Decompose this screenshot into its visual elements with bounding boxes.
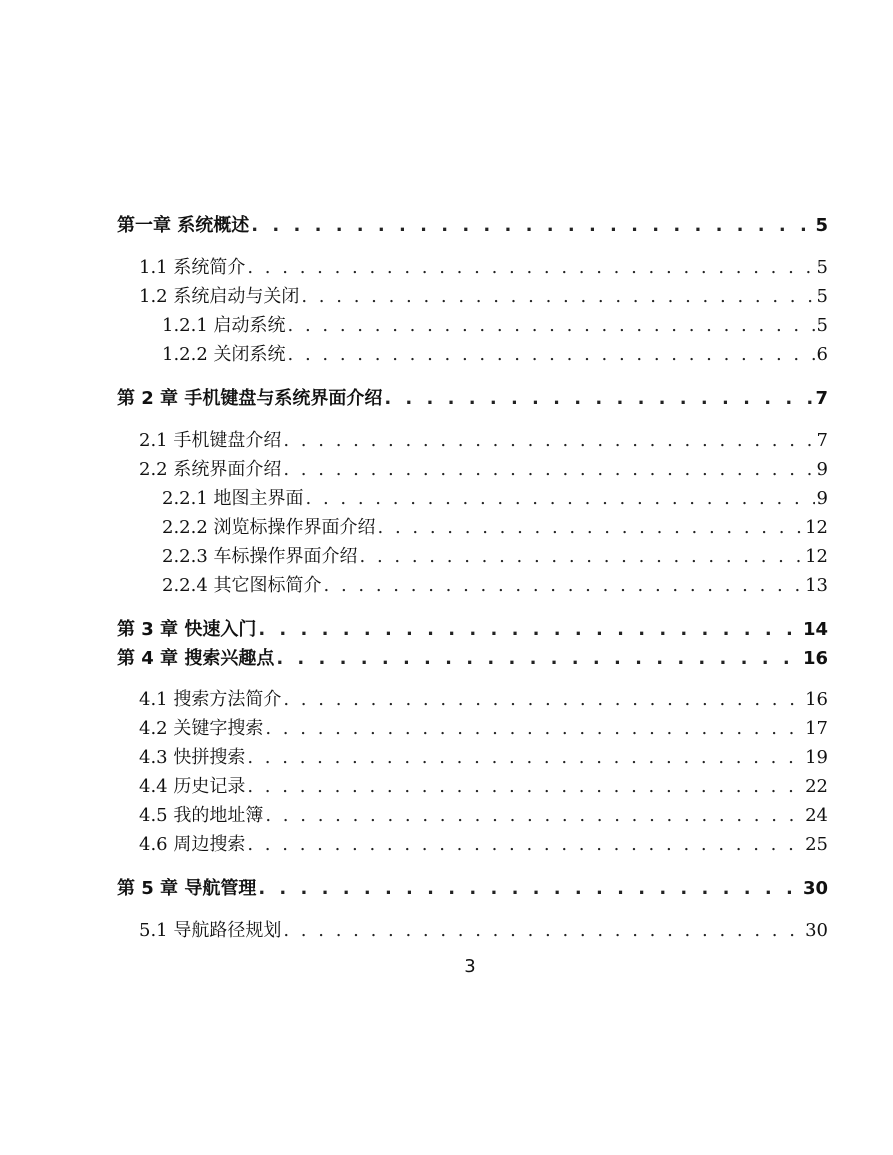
toc-entry-title: 4.4 历史记录 xyxy=(139,776,246,797)
toc-entry-title: 1.2.1 启动系统 xyxy=(162,315,286,336)
dot-leader xyxy=(384,387,813,411)
toc-entry-page: 9 xyxy=(816,488,828,509)
toc-entry-5-1[interactable] xyxy=(117,919,828,943)
toc-entry-title: 2.2.4 其它图标简介 xyxy=(162,575,322,596)
dot-leader xyxy=(301,285,814,309)
toc-entry-page: 24 xyxy=(805,805,828,826)
toc-entry-page: 12 xyxy=(805,546,828,567)
dot-leader xyxy=(251,214,813,238)
toc-entry-2-2-4[interactable] xyxy=(117,574,828,598)
toc-entry-1-2[interactable] xyxy=(117,285,828,309)
toc-entry-chapter-3[interactable] xyxy=(117,618,828,642)
toc-entry-page: 6 xyxy=(816,344,828,365)
toc-entry-page: 7 xyxy=(816,430,828,451)
toc-entry-1-2-1[interactable] xyxy=(117,314,828,338)
toc-entry-4-5[interactable] xyxy=(117,804,828,828)
toc-entry-page: 16 xyxy=(805,689,828,710)
toc-entry-page: 22 xyxy=(805,776,828,797)
toc-entry-title: 2.1 手机键盘介绍 xyxy=(139,430,282,451)
toc-entry-title: 2.2 系统界面介绍 xyxy=(139,459,282,480)
toc-entry-chapter-2[interactable] xyxy=(117,387,828,411)
toc-entry-4-6[interactable] xyxy=(117,833,828,857)
toc-entry-1-1[interactable] xyxy=(117,256,828,280)
toc-entry-page: 12 xyxy=(805,517,828,538)
toc-entry-page: 14 xyxy=(802,619,828,640)
toc-entry-1-2-2[interactable] xyxy=(117,343,828,367)
toc-entry-title: 第 2 章 手机键盘与系统界面介绍 xyxy=(117,388,383,409)
toc-entry-title: 第 4 章 搜索兴趣点 xyxy=(117,648,275,669)
toc-entry-chapter-4[interactable] xyxy=(117,647,828,671)
toc-entry-title: 2.2.2 浏览标操作界面介绍 xyxy=(162,517,376,538)
dot-leader xyxy=(360,545,804,569)
toc-entry-4-4[interactable] xyxy=(117,775,828,799)
dot-leader xyxy=(283,429,814,453)
dot-leader xyxy=(247,256,814,280)
toc-entry-page: 17 xyxy=(805,718,828,739)
toc-entry-page: 30 xyxy=(802,878,828,899)
page-number: 3 xyxy=(464,956,476,977)
toc-entry-title: 2.2.1 地图主界面 xyxy=(162,488,304,509)
dot-leader xyxy=(288,314,815,338)
dot-leader xyxy=(324,574,804,598)
toc-entry-page: 5 xyxy=(816,257,828,278)
toc-entry-title: 第一章 系统概述 xyxy=(117,215,250,236)
dot-leader xyxy=(276,647,801,671)
toc-entry-page: 16 xyxy=(802,648,828,669)
dot-leader xyxy=(283,688,803,712)
toc-entry-title: 2.2.3 车标操作界面介绍 xyxy=(162,546,358,567)
dot-leader xyxy=(283,919,803,943)
dot-leader xyxy=(265,804,803,828)
toc-entry-page: 5 xyxy=(816,315,828,336)
toc-entry-title: 4.3 快拼搜索 xyxy=(139,747,246,768)
toc-entry-title: 4.1 搜索方法简介 xyxy=(139,689,282,710)
toc-entry-page: 9 xyxy=(816,459,828,480)
toc-entry-page: 19 xyxy=(805,747,828,768)
toc-entry-title: 4.5 我的地址簿 xyxy=(139,805,264,826)
toc-entry-page: 13 xyxy=(805,575,828,596)
dot-leader xyxy=(258,618,801,642)
dot-leader xyxy=(247,775,803,799)
dot-leader xyxy=(265,717,803,741)
toc-entry-4-2[interactable] xyxy=(117,717,828,741)
toc-entry-title: 1.2 系统启动与关闭 xyxy=(139,286,300,307)
dot-leader xyxy=(247,833,803,857)
toc-entry-chapter-5[interactable] xyxy=(117,877,828,901)
toc-entry-title: 1.2.2 关闭系统 xyxy=(162,344,286,365)
toc-entry-2-1[interactable] xyxy=(117,429,828,453)
toc-entry-title: 5.1 导航路径规划 xyxy=(139,920,282,941)
dot-leader xyxy=(288,343,815,367)
toc-entry-2-2[interactable] xyxy=(117,458,828,482)
toc-entry-page: 5 xyxy=(816,286,828,307)
dot-leader xyxy=(378,516,804,540)
toc-entry-chapter-1[interactable] xyxy=(117,214,828,238)
toc-entry-page: 25 xyxy=(805,834,828,855)
toc-entry-page: 30 xyxy=(805,920,828,941)
toc-entry-title: 1.1 系统简介 xyxy=(139,257,246,278)
dot-leader xyxy=(247,746,803,770)
toc-entry-4-3[interactable] xyxy=(117,746,828,770)
toc-entry-2-2-2[interactable] xyxy=(117,516,828,540)
toc-entry-page: 5 xyxy=(815,215,828,236)
dot-leader xyxy=(283,458,814,482)
toc-entry-2-2-1[interactable] xyxy=(117,487,828,511)
toc-entry-title: 4.2 关键字搜索 xyxy=(139,718,264,739)
dot-leader xyxy=(258,877,801,901)
toc-entry-title: 第 3 章 快速入门 xyxy=(117,619,257,640)
toc-entry-4-1[interactable] xyxy=(117,688,828,712)
toc-entry-title: 第 5 章 导航管理 xyxy=(117,878,257,899)
toc-entry-2-2-3[interactable] xyxy=(117,545,828,569)
toc-entry-page: 7 xyxy=(815,388,828,409)
dot-leader xyxy=(306,487,815,511)
toc-entry-title: 4.6 周边搜索 xyxy=(139,834,246,855)
